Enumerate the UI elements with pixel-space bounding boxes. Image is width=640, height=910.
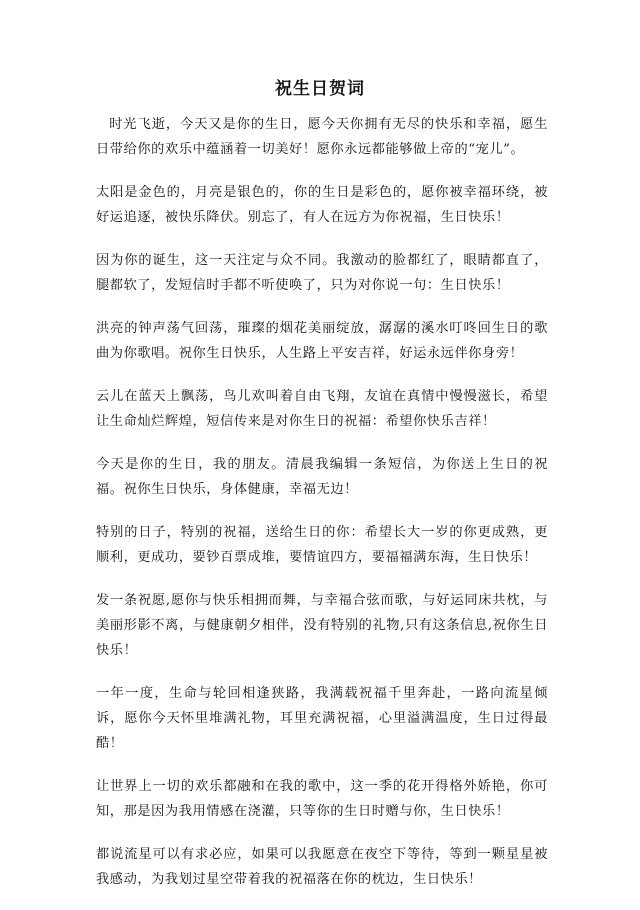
- paragraph: 因为你的诞生，这一天注定与众不同。我激动的脸都红了，眼睛都直了，腿都软了，发短信时手都不听使唤了，只为对你说一句：生日快乐！: [96, 253, 548, 293]
- paragraph: 特别的日子，特别的祝福，送给生日的你：希望长大一岁的你更成熟，更顺利，更成功，要钞百票成堆，要情谊四方，要福福满东海，生日快乐！: [96, 525, 548, 565]
- paragraph: 云儿在蓝天上飘荡，鸟儿欢叫着自由飞翔，友谊在真情中慢慢滋长，希望让生命灿烂辉煌，短信传来是对你生日的祝福：希望你快乐吉祥！: [96, 389, 548, 429]
- paragraph: 一年一度，生命与轮回相逢狭路，我满载祝福千里奔赴，一路向流星倾诉，愿你今天怀里堆满礼物，耳里充满祝福，心里溢满温度，生日过得最酷！: [96, 686, 548, 751]
- document-title: 祝生日贺词: [275, 79, 365, 99]
- paragraph: 今天是你的生日，我的朋友。清晨我编辑一条短信，为你送上生日的祝福。祝你生日快乐，身体健康，幸福无边！: [96, 457, 548, 497]
- paragraph: 都说流星可以有求必应，如果可以我愿意在夜空下等待，等到一颗星星被我感动，为我划过星空带着我的祝福落在你的枕边，生日快乐！: [96, 847, 548, 887]
- paragraph: 洪亮的钟声荡气回荡，璀璨的烟花美丽绽放，潺潺的溪水叮咚回生日的歌曲为你歌唱。祝你生日快乐，人生路上平安吉祥，好运永远伴你身旁！: [96, 321, 548, 361]
- paragraph: 让世界上一切的欢乐都融和在我的歌中，这一季的花开得格外娇艳，你可知，那是因为我用情感在浇灌，只等你的生日时赠与你，生日快乐！: [96, 779, 548, 819]
- paragraph: 太阳是金色的，月亮是银色的，你的生日是彩色的，愿你被幸福环绕，被好运追逐，被快乐降伏。别忘了，有人在远方为你祝福，生日快乐！: [96, 185, 548, 225]
- document-body: [96, 112, 548, 910]
- paragraph: 时光飞逝，今天又是你的生日，愿今天你拥有无尽的快乐和幸福，愿生日带给你的欢乐中蕴涵着一切美好！愿你永远都能够做上帝的“宠儿”。: [96, 117, 548, 157]
- paragraph: 发一条祝愿,愿你与快乐相拥而舞，与幸福合弦而歌，与好运同床共枕，与美丽形影不离，与健康朝夕相伴，没有特别的礼物,只有这条信息,祝你生日快乐！: [96, 593, 548, 658]
